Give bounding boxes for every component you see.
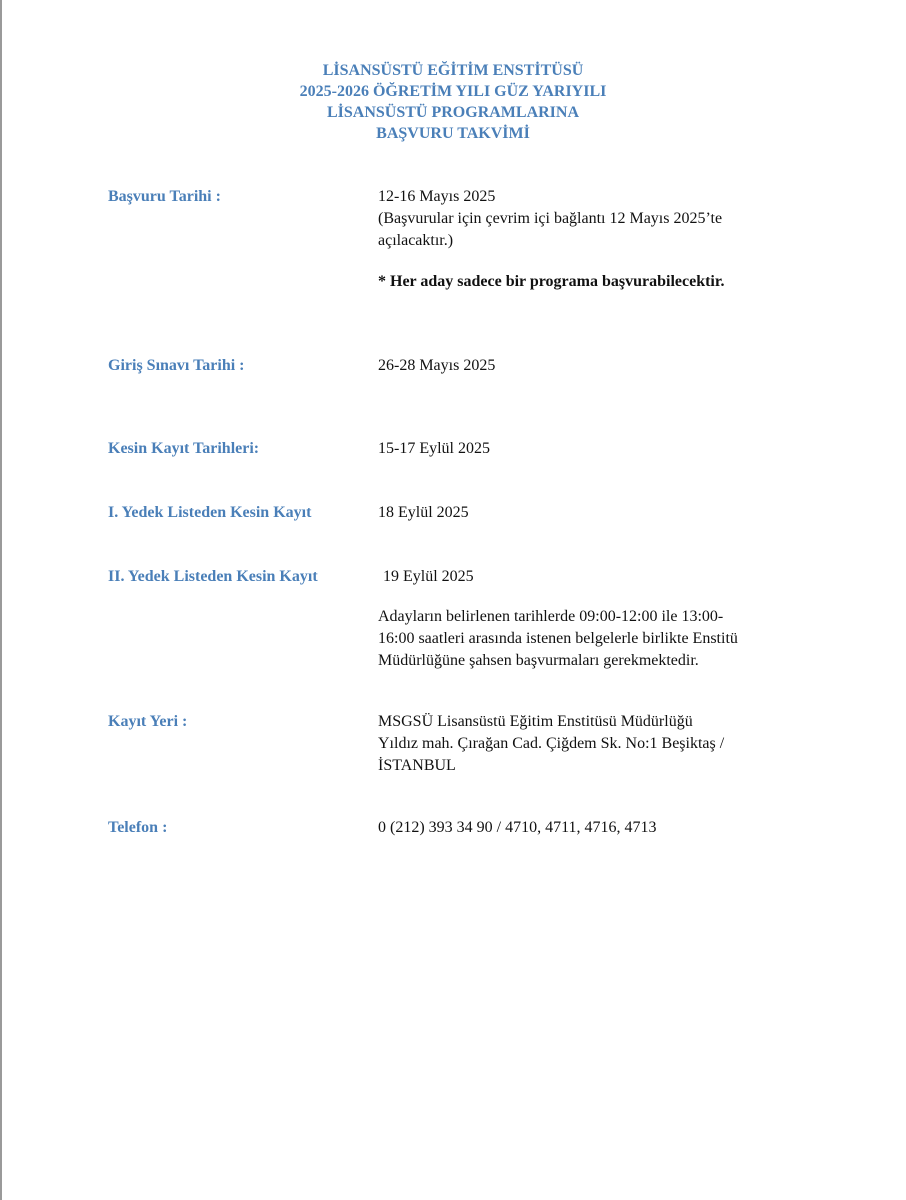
title-line-programs: LİSANSÜSTÜ PROGRAMLARINA <box>326 104 580 121</box>
title-line-term: 2025-2026 ÖĞRETİM YILI GÜZ YARIYILI <box>299 83 607 100</box>
registration-place-line3: İSTANBUL <box>378 757 456 774</box>
document-title <box>0 60 906 144</box>
second-reserve-registration-label: II. Yedek Listeden Kesin Kayıt <box>108 568 318 585</box>
final-registration-dates-label: Kesin Kayıt Tarihleri: <box>108 440 260 457</box>
application-note-line1: (Başvurular için çevrim içi bağlantı 12 Mayıs 2025’te <box>378 210 723 227</box>
phone-value: 0 (212) 393 34 90 / 4710, 4711, 4716, 4713 <box>378 819 657 836</box>
application-note-line2: açılacaktır.) <box>378 232 454 249</box>
entrance-exam-date-value: 26-28 Mayıs 2025 <box>378 357 496 374</box>
first-reserve-registration-label: I. Yedek Listeden Kesin Kayıt <box>108 504 312 521</box>
first-reserve-registration-date: 18 Eylül 2025 <box>378 504 469 521</box>
phone-label: Telefon : <box>108 819 168 836</box>
entrance-exam-date-label: Giriş Sınavı Tarihi : <box>108 357 245 374</box>
registration-info-line2: 16:00 saatleri arasında istenen belgelerle birlikte Enstitü <box>378 630 738 647</box>
title-line-institute: LİSANSÜSTÜ EĞİTİM ENSTİTÜSÜ <box>322 62 584 79</box>
registration-place-line2: Yıldız mah. Çırağan Cad. Çiğdem Sk. No:1 Beşiktaş / <box>378 735 725 752</box>
application-date-label: Başvuru Tarihi : <box>108 188 221 205</box>
registration-place-label: Kayıt Yeri : <box>108 713 188 730</box>
final-registration-dates-value: 15-17 Eylül 2025 <box>378 440 490 457</box>
registration-info-line1: Adayların belirlenen tarihlerde 09:00-12:00 ile 13:00- <box>378 608 724 625</box>
registration-info-line3: Müdürlüğüne şahsen başvurmaları gerekmektedir. <box>378 652 699 669</box>
application-date-value: 12-16 Mayıs 2025 <box>378 188 496 205</box>
single-program-warning: * Her aday sadece bir programa başvurabilecektir. <box>378 273 725 290</box>
second-reserve-registration-date: 19 Eylül 2025 <box>383 568 474 585</box>
page-edge-line <box>0 0 2 1200</box>
registration-place-line1: MSGSÜ Lisansüstü Eğitim Enstitüsü Müdürlüğü <box>378 713 693 730</box>
title-line-calendar: BAŞVURU TAKVİMİ <box>376 125 530 142</box>
